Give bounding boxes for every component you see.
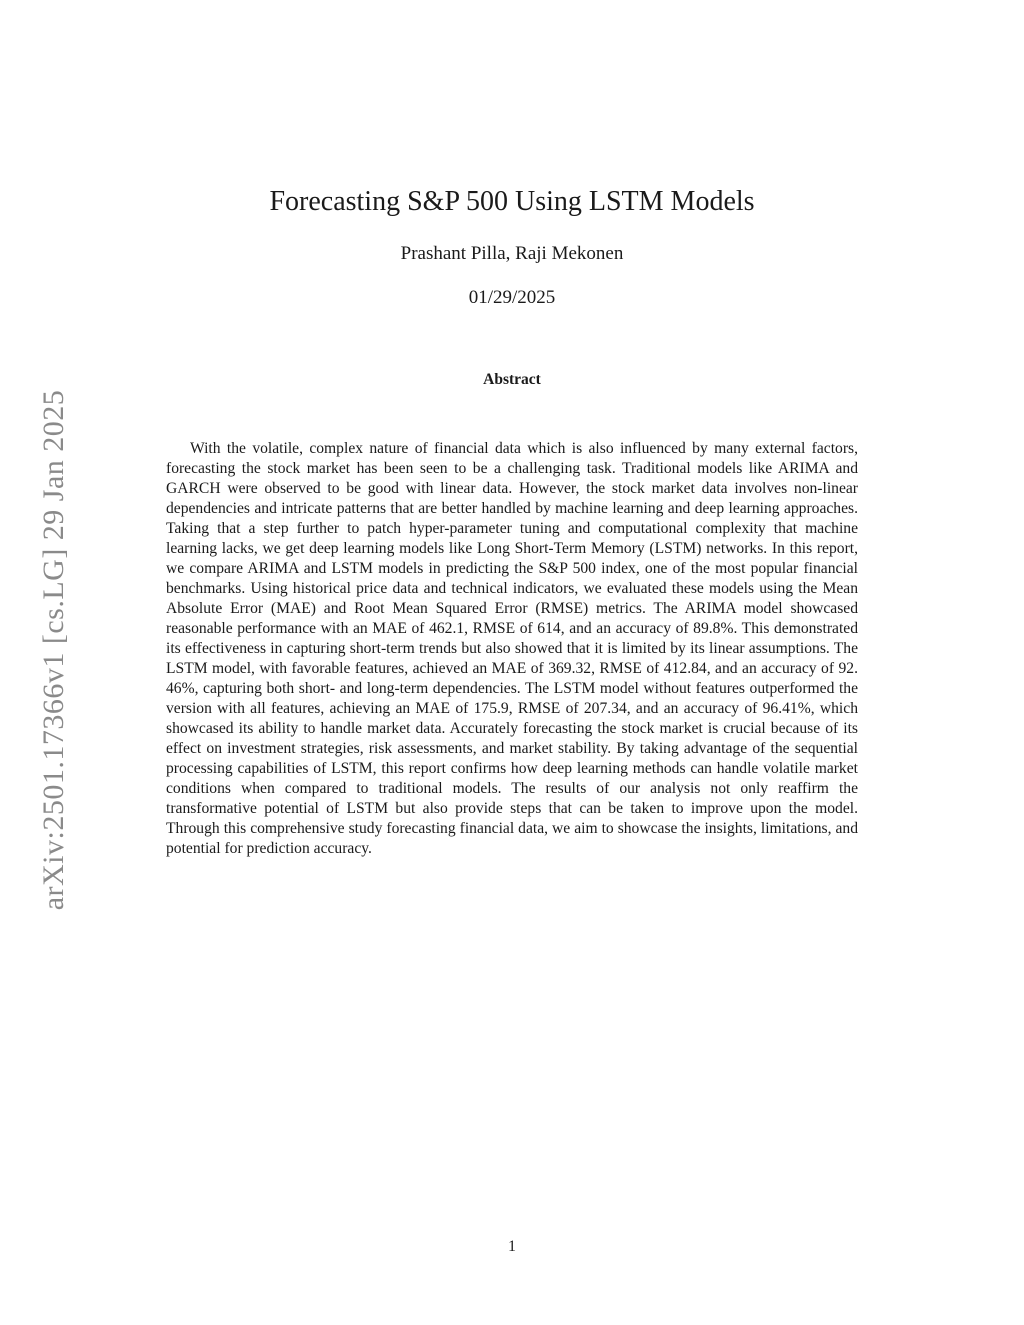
paper-authors: Prashant Pilla, Raji Mekonen [400,243,624,264]
abstract-body: With the volatile, complex nature of financial data which is also influenced by many external factors, forecasting the stock market has been seen to be a challenging task. Traditional models like ARIMA and GARCH were observed to be good with linear data. However, the stock market data involves non-linear dependencies and intricate patterns that are better handled by machine learning and deep learning approaches. Taking that a step further to patch hyper-parameter tuning and computational complexity that machine learning lacks, we get deep learning models like Long Short-Term Memory (LSTM) networks. In this report, we compare ARIMA and LSTM models in predicting the S&P 500 index, one of the most popular financial benchmarks. Using historical price data and technical indicators, we evaluated these models using the Mean Absolute Error (MAE) and Root Mean Squared Error (RMSE) metrics. The ARIMA model showcased reasonable performance with an MAE of 462.1, RMSE of 614, and an accuracy of 89.8%. This demonstrated its effectiveness in capturing short-term trends but also showed that it is limited by its linear assumptions. The LSTM model, with favorable features, achieved an MAE of 369.32, RMSE of 412.84, and an accuracy of 92. 46%, capturing both short- and long-term dependencies. The LSTM model without features outperformed the version with all features, achieving an MAE of 175.9, RMSE of 207.34, and an accuracy of 96.41%, which showcased its ability to handle market data. Accurately forecasting the stock market is crucial because of its effect on investment strategies, risk assessments, and market stability. By taking advantage of the sequential processing capabilities of LSTM, this report confirms how deep learning methods can handle volatile market conditions when compared to traditional models. The results of our analysis not only reaffirm the transformative potential of LSTM but also provide steps that can be taken to improve upon the model. Through this comprehensive study forecasting financial data, we aim to showcase the insights, limitations, and potential for prediction accuracy. [166,440,858,857]
page-number: 1 [508,1238,516,1255]
paper-title: Forecasting S&P 500 Using LSTM Models [269,186,755,217]
paper-date: 01/29/2025 [468,287,556,308]
abstract-heading: Abstract [483,371,541,388]
arxiv-identifier-stamp: arXiv:2501.17366v1 [cs.LG] 29 Jan 2025 [37,389,70,911]
